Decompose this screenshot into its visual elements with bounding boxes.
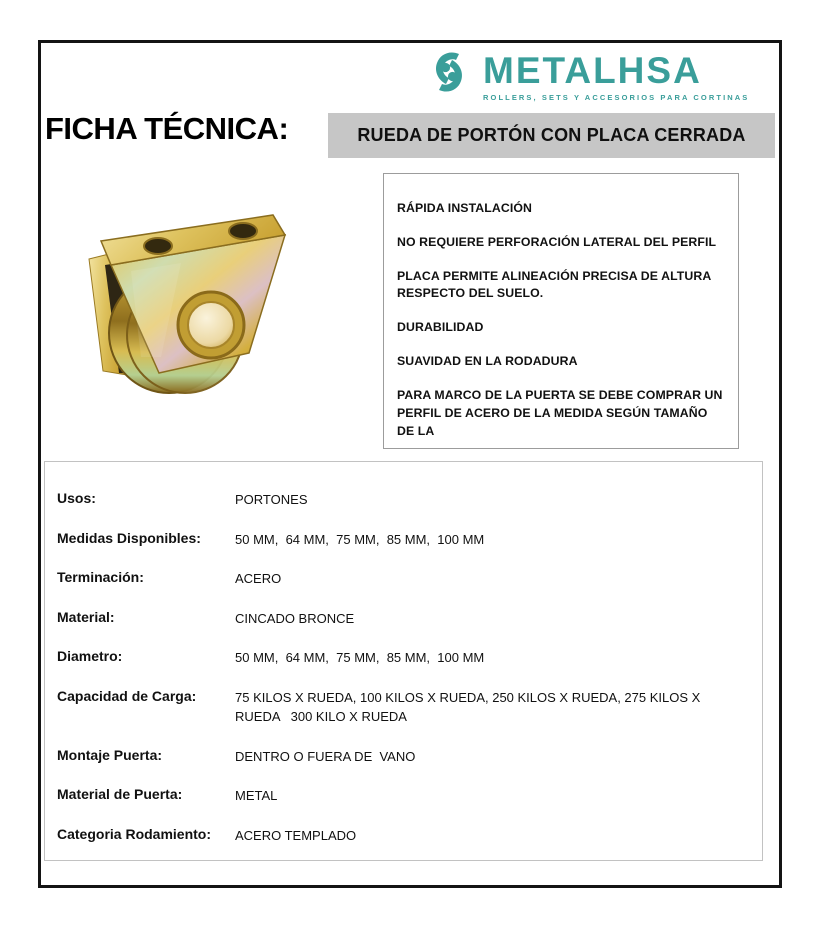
metalhsa-swirl-icon	[425, 48, 473, 101]
spec-label: Material:	[57, 608, 115, 625]
spec-value: 50 MM, 64 MM, 75 MM, 85 MM, 100 MM	[235, 531, 485, 547]
spec-row	[57, 687, 742, 727]
sheet-title: FICHA TÉCNICA:	[45, 111, 289, 146]
spec-value: PORTONES	[235, 492, 308, 507]
spec-label: Diametro:	[57, 648, 123, 664]
spec-row	[57, 746, 742, 767]
spec-value: METAL	[235, 788, 278, 803]
features-box	[383, 173, 739, 449]
spec-value: ACERO TEMPLADO	[235, 827, 357, 843]
brand-text	[483, 52, 749, 102]
brand-name: METALHSA	[483, 50, 702, 91]
spec-label: Terminación:	[57, 569, 144, 585]
spec-row	[57, 529, 742, 550]
feature-item: RÁPIDA INSTALACIÓN	[397, 201, 533, 215]
spec-label: Usos:	[57, 490, 96, 506]
specs-table	[44, 461, 763, 861]
spec-value: DENTRO O FUERA DE VANO	[235, 748, 416, 764]
spec-row	[57, 825, 742, 846]
spec-label: Material de Puerta:	[57, 786, 183, 802]
feature-item: NO REQUIERE PERFORACIÓN LATERAL DEL PERFIL	[397, 234, 717, 249]
spec-row	[57, 489, 742, 510]
spec-value: ACERO	[235, 571, 282, 586]
spec-value: 75 KILOS X RUEDA, 100 KILOS X RUEDA, 250 KILOS X RUEDA, 275 KILOS X RUEDA 300 KILO X RUEDA	[235, 689, 704, 724]
feature-item: PARA MARCO DE LA PUERTA SE DEBE COMPRAR UN PERFIL DE ACERO DE LA MEDIDA SEGÚN TAMAÑO DE LA	[397, 387, 723, 438]
spec-label: Capacidad de Carga:	[57, 687, 197, 704]
product-title-banner: RUEDA DE PORTÓN CON PLACA CERRADA	[328, 113, 775, 158]
spec-row	[57, 647, 742, 668]
product-photo	[61, 207, 301, 401]
spec-sheet	[38, 40, 782, 888]
feature-item: DURABILIDAD	[397, 320, 484, 335]
feature-item: PLACA PERMITE ALINEACIÓN PRECISA DE ALTURA RESPECTO DEL SUELO.	[397, 268, 711, 301]
feature-item: SUAVIDAD EN LA RODADURA	[397, 354, 578, 369]
spec-row	[57, 568, 742, 589]
spec-label: Medidas Disponibles:	[57, 529, 201, 546]
spec-value: CINCADO BRONCE	[235, 610, 355, 626]
spec-label: Categoria Rodamiento:	[57, 825, 212, 842]
brand-tagline: ROLLERS, SETS Y ACCESORIOS PARA CORTINAS	[483, 93, 750, 102]
spec-value: 50 MM, 64 MM, 75 MM, 85 MM, 100 MM	[235, 650, 485, 665]
brand-logo	[425, 48, 749, 102]
spec-row	[57, 608, 742, 629]
spec-label: Montaje Puerta:	[57, 746, 163, 763]
spec-row	[57, 785, 742, 806]
